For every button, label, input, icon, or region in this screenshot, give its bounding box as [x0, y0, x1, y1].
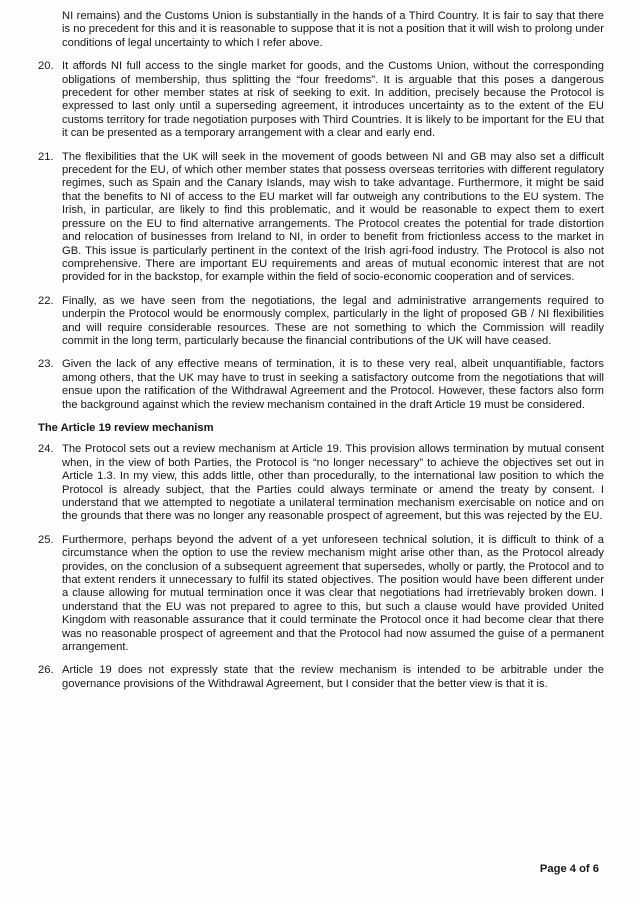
- paragraph-number: 24.: [38, 443, 54, 456]
- paragraph-23: [38, 358, 604, 412]
- paragraph-26: [38, 664, 604, 691]
- paragraph-text: Furthermore, perhaps beyond the advent of a yet unforeseen technical solution, it is difficult to think of a circumstance when the option to use the review mechanism might arise other than, as the Protocol already provides, on the conclusion of a subsequent agreement that supersedes, wholly or partly, the Protocol and to that extent renders it unnecessary to fulfil its stated objectives. The position would have been different under a clause allowing for mutual termination once it was clear that negotiations had irretrievably broken down. I understand that the EU was not prepared to agree to this, but such a clause would have provided United Kingdom with reasonable assurance that it could terminate the Protocol once it had become clear that there was no reasonable prospect of agreement and that the Protocol had now assumed the guise of a permanent arrangement.: [62, 533, 604, 654]
- paragraph-number: 25.: [38, 533, 54, 546]
- paragraph-number: 26.: [38, 664, 54, 677]
- paragraph-number: 23.: [38, 358, 54, 371]
- paragraph-24: [38, 443, 604, 523]
- paragraph-number: 20.: [38, 60, 54, 73]
- paragraph-20: [38, 60, 604, 140]
- paragraph-text: It affords NI full access to the single market for goods, and the Customs Union, without the corresponding obligations of membership, thus splitting the “four freedoms”. It is arguable that this poses a dangerous precedent for other member states at risk of seeking to exit. In addition, precisely because the Protocol is expressed to last only until a superseding agreement, it introduces uncertainty as to the extent of the EU customs territory for trade negotiation purposes with Third Countries. It is likely to be important for the EU that it can be presented as a temporary arrangement with a clear and early end.: [62, 60, 604, 140]
- page-number: Page 4 of 6: [539, 863, 599, 875]
- paragraph-text: The Protocol sets out a review mechanism at Article 19. This provision allows termination by mutual consent when, in the view of both Parties, the Protocol is “no longer necessary” to achieve the objectives set out in Article 1.3. In my view, this adds little, other than procedurally, to the international law position to which the Protocol is already subject, that the Parties could always terminate or amend the treaty by consent. I understand that we attempted to negotiate a unilateral termination mechanism exercisable on notice and on the grounds that there was no longer any reasonable prospect of agreement, but this was rejected by the EU.: [62, 443, 604, 523]
- paragraph-text: The flexibilities that the UK will seek in the movement of goods between NI and GB may also set a difficult precedent for the EU, of which other member states that possess overseas territories with different regulatory regimes, such as Spain and the Canary Islands, may wish to take advantage. Furthermore, it might be said that the benefits to NI of access to the EU market will far outweigh any contributions to the EU system. The Irish, in particular, are likely to find this problematic, and it would be reasonable to expect them to exert pressure on the EU to find alternative arrangements. The Protocol creates the potential for trade distortion and relocation of businesses from Ireland to NI, in order to benefit from frictionless access to the market in GB. This issue is particularly pertinent in the context of the Irish agri-food industry. The Protocol is also not comprehensive. There are important EU requirements and areas of mutual economic interest that are not provided for in the backstop, for example within the field of socio-economic cooperation and of services.: [62, 150, 604, 284]
- paragraph-number: 21.: [38, 150, 54, 163]
- paragraph-text: Finally, as we have seen from the negotiations, the legal and administrative arrangements required to underpin the Protocol would be enormously complex, particularly in the light of proposed GB / NI flexibilities and will require considerable resources. These are not something to which the Commission will readily commit in the long term, particularly because the financial contributions of the UK will have ceased.: [62, 294, 604, 347]
- paragraph-text: Given the lack of any effective means of termination, it is to these very real, albeit unquantifiable, factors among others, that the UK may have to trust in seeking a satisfactory outcome from the negotiations that will ensue upon the ratification of the Withdrawal Agreement and the Protocol. However, these factors also form the background against which the review mechanism contained in the draft Article 19 must be considered.: [62, 358, 604, 411]
- section-heading: The Article 19 review mechanism: [38, 421, 214, 434]
- document-body: [38, 10, 604, 701]
- paragraph-text: Article 19 does not expressly state that the review mechanism is intended to be arbitrable under the governance provisions of the Withdrawal Agreement, but I consider that the better view is that it is.: [62, 664, 604, 690]
- paragraph-25: [38, 534, 604, 655]
- paragraph-19-continued: NI remains) and the Customs Union is substantially in the hands of a Third Country. It is fair to say that there is no precedent for this and it is reasonable to suppose that it is not a position that it will wish to prolong under conditions of legal uncertainty to which I refer above.: [62, 10, 604, 49]
- paragraph-number: 22.: [38, 294, 54, 307]
- paragraph-22: [38, 295, 604, 349]
- paragraph-21: [38, 151, 604, 285]
